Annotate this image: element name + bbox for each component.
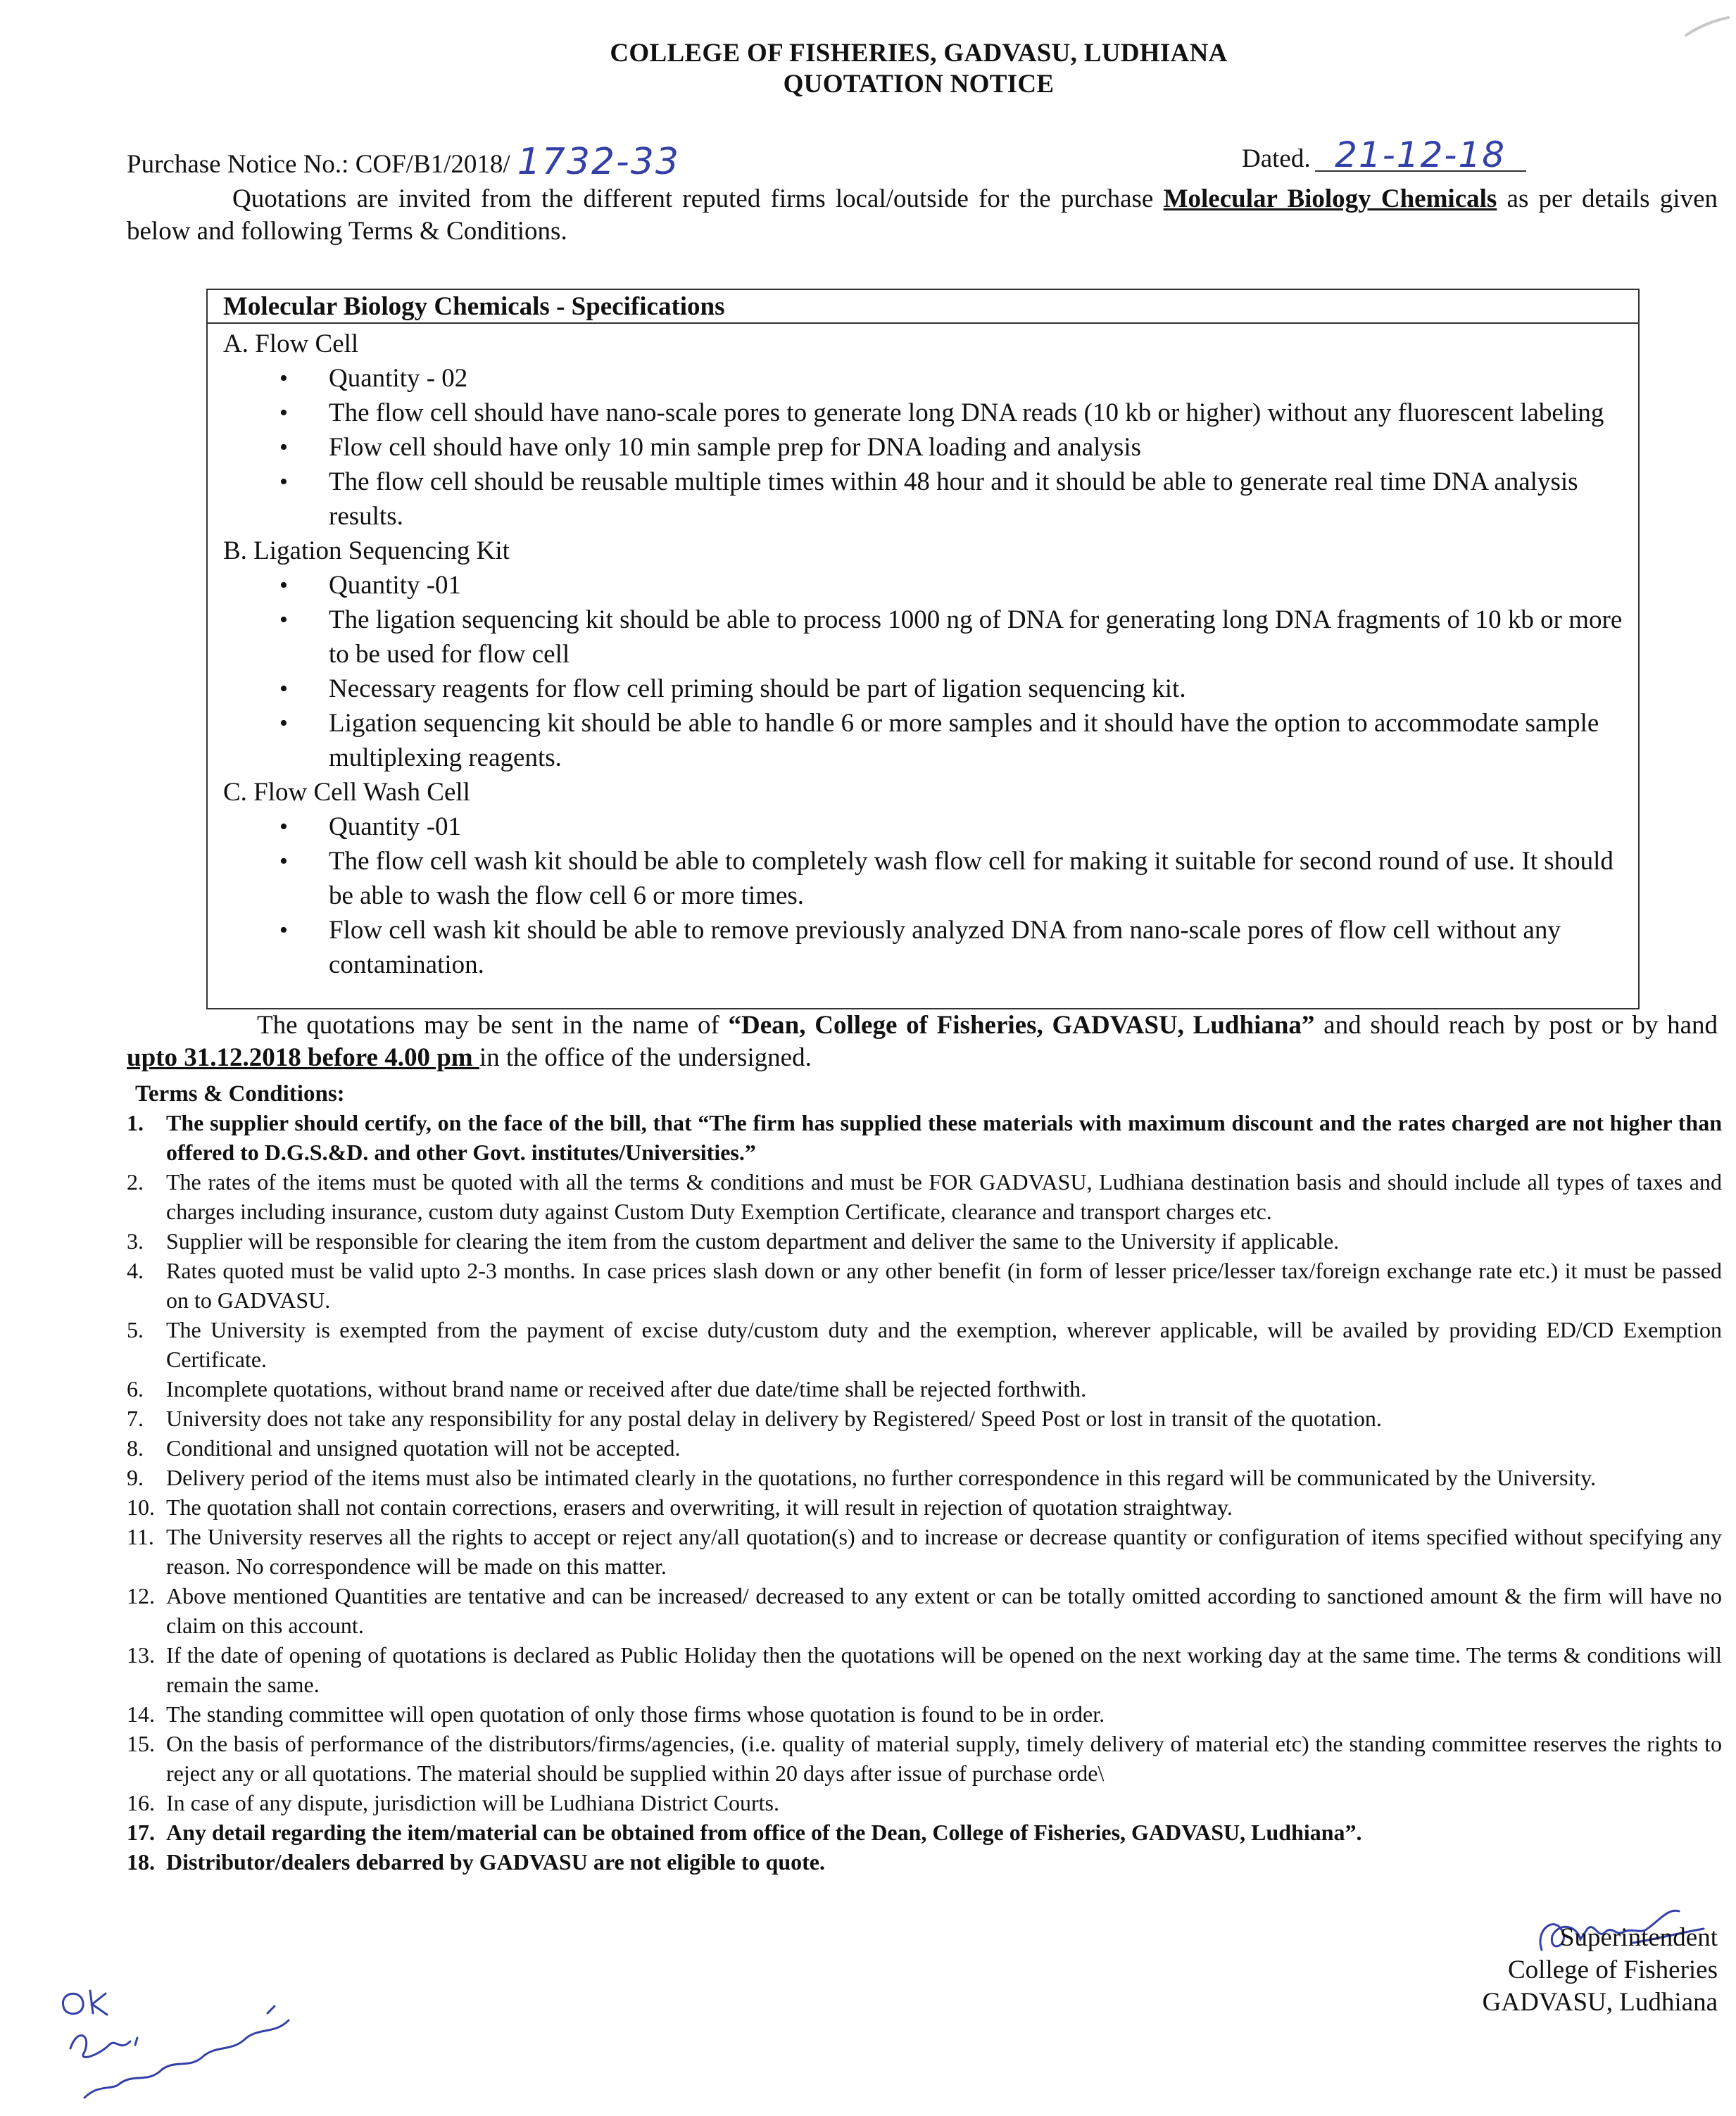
- term-text: The University is exempted from the payment of excise duty/custom duty and the exemption, wherever applicable, will be availed by providing ED/CD Exemption Certificate.: [166, 1317, 1722, 1372]
- term-item: [127, 1847, 1722, 1877]
- spec-section-ligation-kit: [223, 534, 1624, 775]
- term-text: The standing committee will open quotation of only those firms whose quotation is found to be in order.: [166, 1701, 1105, 1727]
- intro-item: Molecular Biology Chemicals: [1163, 184, 1497, 213]
- terms-list: [127, 1108, 1722, 1877]
- intro-text-end: as per details given below and following Terms & Conditions.: [127, 184, 1718, 246]
- term-text: The quotation shall not contain corrections, erasers and overwriting, it will result in rejection of quotation straightway.: [166, 1494, 1233, 1520]
- college-header: COLLEGE OF FISHERIES, GADVASU, LUDHIANA: [610, 39, 1228, 68]
- spec-item: • The flow cell wash kit should be able to completely wash flow cell for making it suitable for second round of use. It should be able to wash the flow cell 6 or more times.: [329, 844, 1624, 913]
- term-number: 8.: [127, 1435, 144, 1461]
- handwritten-notice-number: 1732-33: [517, 141, 680, 183]
- spec-item: • Quantity -01: [329, 810, 1624, 844]
- term-item: [127, 1108, 1722, 1167]
- term-number: 1.: [127, 1110, 144, 1135]
- spec-item: • Necessary reagents for flow cell priming should be part of ligation sequencing kit.: [329, 672, 1624, 706]
- addressee-name: “Dean, College of Fisheries, GADVASU, Ludhiana”: [728, 1011, 1315, 1040]
- term-text: On the basis of performance of the distributors/firms/agencies, (i.e. quality of material supply, timely delivery of material etc) the standing committee reserves the rights to reject any or all quotations. The material should be supplied within 20 days after issue of purchase orde\: [166, 1731, 1722, 1786]
- specifications-body: [223, 327, 1624, 982]
- term-text: Rates quoted must be valid upto 2-3 months. In case prices slash down or any other benefit (in form of lesser price/lesser tax/foreign exchange rate etc.) it must be passed on to GADVASU.: [166, 1258, 1722, 1313]
- term-number: 13.: [127, 1642, 155, 1668]
- spec-item: • Quantity - 02: [329, 361, 1624, 396]
- spec-item: • Flow cell should have only 10 min sample prep for DNA loading and analysis: [329, 430, 1624, 465]
- term-text: In case of any dispute, jurisdiction will be Ludhiana District Courts.: [166, 1790, 779, 1815]
- specifications-table: [206, 289, 1640, 1009]
- term-item: [127, 1818, 1722, 1847]
- term-item: [127, 1522, 1722, 1581]
- term-number: 2.: [127, 1169, 144, 1195]
- term-text: The University reserves all the rights to accept or reject any/all quotation(s) and to increase or decrease quantity or configuration of items specified without specifying any reason. No correspondence will be made on this matter.: [166, 1524, 1722, 1579]
- term-item: [127, 1463, 1722, 1492]
- signature-block: [1436, 1922, 1718, 2019]
- term-number: 16.: [127, 1790, 155, 1815]
- specifications-header: [208, 290, 1638, 324]
- purchase-notice-number: [127, 139, 680, 182]
- handwritten-date: 21-12-18: [1315, 139, 1526, 172]
- signatory-title: Superintendent: [1559, 1923, 1718, 1952]
- term-number: 18.: [127, 1849, 155, 1875]
- term-number: 15.: [127, 1731, 155, 1756]
- term-item: [127, 1581, 1722, 1640]
- term-text: Incomplete quotations, without brand name or received after due date/time shall be rejected forthwith.: [166, 1376, 1087, 1402]
- term-text: Conditional and unsigned quotation will not be accepted.: [166, 1435, 681, 1461]
- notice-label: Purchase Notice No.: COF/B1/2018/: [127, 150, 510, 179]
- specifications-title: Molecular Biology Chemicals - Specifications: [223, 292, 725, 321]
- spec-item: • The flow cell should have nano-scale pores to generate long DNA reads (10 kb or higher) without any fluorescent labeling: [329, 396, 1624, 430]
- handwritten-note: [56, 1985, 366, 2112]
- term-number: 6.: [127, 1376, 144, 1402]
- term-item: [127, 1167, 1722, 1226]
- term-number: 4.: [127, 1258, 144, 1283]
- term-text: The rates of the items must be quoted with all the terms & conditions and must be FOR GADVASU, Ludhiana destination basis and should include all types of taxes and charges including insurance, custom duty against Custom Duty Exemption Certificate, clearance and transport charges etc.: [166, 1169, 1722, 1224]
- corner-smudge: [1682, 14, 1732, 42]
- term-item: [127, 1433, 1722, 1463]
- term-number: 7.: [127, 1406, 144, 1431]
- submission-paragraph: [127, 1009, 1718, 1074]
- term-number: 11.: [127, 1524, 154, 1549]
- term-item: [127, 1226, 1722, 1256]
- spec-section-title: B. Ligation Sequencing Kit: [223, 536, 510, 565]
- term-item: [127, 1788, 1722, 1818]
- terms-title: Terms & Conditions:: [135, 1081, 345, 1107]
- term-number: 14.: [127, 1701, 155, 1727]
- term-item: [127, 1256, 1722, 1315]
- send-text: The quotations may be sent in the name of: [257, 1011, 729, 1040]
- intro-text: Quotations are invited from the different reputed firms local/outside for the purchase: [232, 184, 1164, 213]
- term-item: [127, 1404, 1722, 1433]
- spec-item: • Quantity -01: [329, 568, 1624, 603]
- spec-section-wash-cell: [223, 775, 1624, 982]
- term-item: [127, 1374, 1722, 1404]
- term-item: [127, 1492, 1722, 1522]
- term-text: Any detail regarding the item/material can be obtained from office of the Dean, College of Fisheries, GADVASU, Ludhiana”.: [166, 1820, 1362, 1845]
- send-text-middle: and should reach by post or by hand: [1314, 1011, 1718, 1040]
- term-item: [127, 1640, 1722, 1699]
- spec-section-flow-cell: [223, 327, 1624, 534]
- notice-date: [1242, 134, 1526, 175]
- term-text: Delivery period of the items must also be intimated clearly in the quotations, no further correspondence in this regard will be communicated by the University.: [166, 1465, 1597, 1490]
- term-number: 17.: [127, 1820, 155, 1845]
- term-number: 9.: [127, 1465, 144, 1490]
- submission-deadline: upto 31.12.2018 before 4.00 pm: [127, 1043, 479, 1072]
- term-text: The supplier should certify, on the face of the bill, that “The firm has supplied these materials with maximum discount and the rates charged are not higher than offered to D.G.S.&D. and other Govt. institutes/Universities.”: [166, 1110, 1722, 1165]
- spec-item: • The flow cell should be reusable multiple times within 48 hour and it should be able to generate real time DNA analysis results.: [329, 465, 1624, 534]
- term-item: [127, 1729, 1722, 1788]
- signatory-institution: GADVASU, Ludhiana: [1482, 1988, 1718, 2017]
- term-number: 5.: [127, 1317, 144, 1342]
- signatory-office: College of Fisheries: [1507, 1956, 1718, 1984]
- term-item: [127, 1699, 1722, 1729]
- spec-section-title: A. Flow Cell: [223, 329, 359, 358]
- dated-label: Dated.: [1242, 144, 1311, 173]
- notice-title: QUOTATION NOTICE: [783, 70, 1055, 99]
- term-number: 10.: [127, 1494, 155, 1520]
- spec-item: • Ligation sequencing kit should be able to handle 6 or more samples and it should have the option to accommodate sample multiplexing reagents.: [329, 706, 1624, 775]
- term-text: Above mentioned Quantities are tentative and can be increased/ decreased to any extent or can be totally omitted according to sanctioned amount & the firm will have no claim on this account.: [166, 1583, 1722, 1638]
- term-item: [127, 1315, 1722, 1374]
- term-number: 12.: [127, 1583, 155, 1608]
- term-text: If the date of opening of quotations is declared as Public Holiday then the quotations will be opened on the next working day at the same time. The terms & conditions will remain the same.: [166, 1642, 1722, 1697]
- term-text: University does not take any responsibility for any postal delay in delivery by Registered/ Speed Post or lost in transit of the quotation.: [166, 1406, 1382, 1431]
- term-text: Supplier will be responsible for clearing the item from the custom department and deliver the same to the University if applicable.: [166, 1228, 1340, 1254]
- spec-item: • The ligation sequencing kit should be able to process 1000 ng of DNA for generating long DNA fragments of 10 kb or more to be used for flow cell: [329, 603, 1624, 672]
- spec-section-title: C. Flow Cell Wash Cell: [223, 778, 470, 807]
- send-text-end: in the office of the undersigned.: [479, 1043, 812, 1072]
- spec-item: • Flow cell wash kit should be able to remove previously analyzed DNA from nano-scale pores of flow cell without any contamination.: [329, 913, 1624, 982]
- term-number: 3.: [127, 1228, 144, 1254]
- term-text: Distributor/dealers debarred by GADVASU are not eligible to quote.: [166, 1849, 825, 1875]
- intro-paragraph: [127, 183, 1718, 248]
